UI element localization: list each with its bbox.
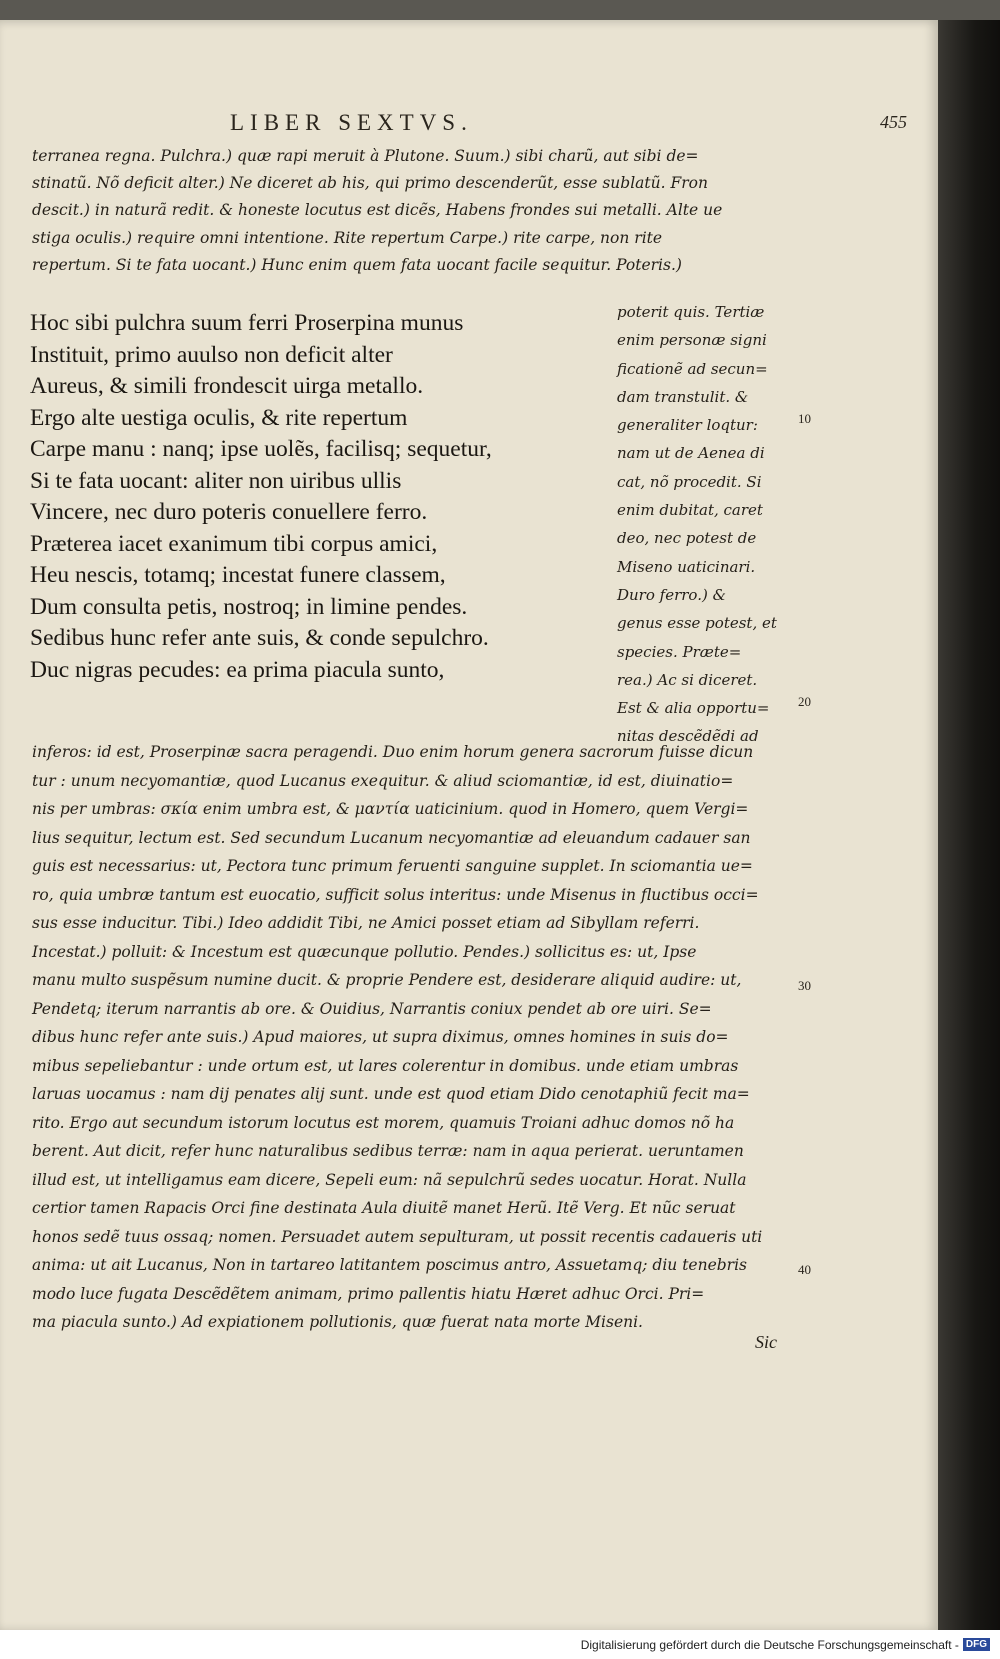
digitization-footer (0, 1630, 1000, 1659)
line-number: 10 (798, 411, 811, 426)
commentary-line: manu multo suspẽsum numine ducit. & proprie Pendere est, desiderare aliquid audire: ut, (32, 971, 742, 989)
verse-line: Heu nescis, totamq; incestat funere classem, (30, 562, 446, 588)
verse-line: Si te fata uocant: aliter non uiribus ullis (30, 467, 402, 494)
verse-line: Instituit, primo auulso non deficit alter (30, 341, 393, 368)
commentary-line: ro, quia umbræ tantum est euocatio, sufficit solus interitus: unde Misenus in fluctibus occi= (32, 885, 759, 904)
margin-line: deo, nec potest de (617, 529, 757, 548)
commentary-line: terranea regna. Pulchra.) quæ rapi meruit à Plutone. Suum.) sibi charũ, aut sibi de= (32, 147, 699, 165)
commentary-line: inferos: id est, Proserpinæ sacra peragendi. Duo enim horum genera sacrorum fuisse dicun (32, 743, 754, 761)
margin-line: cat, nõ procedit. Si (617, 472, 762, 491)
catchword: Sic (755, 1332, 777, 1352)
verse-line: Hoc sibi pulchra suum ferri Proserpina munus (30, 310, 464, 336)
verse-line: Aureus, & simili frondescit uirga metallo. (30, 373, 424, 399)
commentary-line: Pendetq; iterum narrantis ab ore. & Ouidius, Narrantis coniux pendet ab ore uiri. Se= (32, 999, 712, 1018)
commentary-line: mibus sepeliebantur : unde ortum est, ut lares colerentur in domibus. unde etiam umbras (32, 1056, 739, 1075)
margin-line: genus esse potest, et (617, 614, 777, 633)
commentary-line: nis per umbras: σκία enim umbra est, & μαντία uaticinium. quod in Homero, quem Vergi= (32, 800, 749, 818)
page-edge (938, 20, 1000, 1630)
commentary-line: lius sequitur, lectum est. Sed secundum Lucanum necyomantiæ ad eleuandum cadauer san (32, 828, 751, 847)
dfg-logo: DFG (963, 1638, 990, 1651)
commentary-line: laruas uocamus : nam dij penates alij sunt. unde est quod etiam Dido cenotaphiũ fecit ma= (32, 1085, 750, 1103)
verse-line: Carpe manu : nanq; ipse uolẽs, facilisq; sequetur, (30, 436, 492, 462)
margin-line: generaliter loqtur: (617, 416, 758, 435)
bottom-commentary (32, 738, 822, 1337)
margin-line: ficationẽ ad secun= (617, 359, 768, 378)
line-number: 40 (798, 1262, 811, 1277)
commentary-line: repertum. Si te fata uocant.) Hunc enim quem fata uocant facile sequitur. Poteris.) (32, 255, 682, 274)
commentary-line: anima: ut ait Lucanus, Non in tartareo latitantem poscimus antro, Assuetamq; diu tenebris (32, 1256, 747, 1274)
verse-block (30, 308, 590, 686)
line-number: 30 (798, 978, 811, 993)
margin-line: Miseno uaticinari. (617, 557, 756, 576)
commentary-line: stinatũ. Nõ deficit alter.) Ne diceret ab his, qui primo descenderũt, esse sublatũ. Fron (32, 174, 708, 193)
page-number: 455 (880, 112, 907, 132)
margin-line: Duro ferro.) & (617, 585, 726, 604)
verse-line: Præterea iacet exanimum tibi corpus amici, (30, 530, 438, 557)
commentary-line: honos sedẽ tuus ossaq; nomen. Persuadet autem sepulturam, ut possit recentis cadaueris uti (32, 1227, 763, 1246)
verse-line: Dum consulta petis, nostroq; in limine pendes. (30, 593, 468, 620)
top-commentary (32, 143, 802, 279)
margin-line: Est & alia opportu= (617, 699, 770, 718)
commentary-line: illud est, ut intelligamus eam dicere, Sepeli eum: nã sepulchrũ sedes uocatur. Horat. Nulla (32, 1170, 747, 1189)
margin-line: dam transtulit. & (617, 387, 749, 406)
commentary-line: Incestat.) polluit: & Incestum est quæcunque pollutio. Pendes.) sollicitus es: ut, Ipse (32, 942, 697, 961)
commentary-line: berent. Aut dicit, refer hunc naturalibus sedibus terræ: nam in aqua perierat. ueruntamen (32, 1142, 744, 1160)
margin-line: species. Præte= (617, 642, 742, 661)
verse-line: Duc nigras pecudes: ea prima piacula sunto, (30, 656, 445, 683)
commentary-line: modo luce fugata Descẽdẽtem animam, primo pallentis hiatu Hæret adhuc Orci. Pri= (32, 1284, 705, 1303)
verse-line: Ergo alte uestiga oculis, & rite repertum (30, 404, 408, 431)
commentary-line: descit.) in naturã redit. & honeste locutus est dicẽs, Habens frondes sui metalli. Alte ue (32, 201, 723, 220)
verse-line: Vincere, nec duro poteris conuellere ferro. (30, 499, 428, 525)
commentary-line: tur : unum necyomantiæ, quod Lucanus exequitur. & aliud sciomantiæ, id est, diuinatio= (32, 771, 734, 790)
margin-line: nam ut de Aenea di (617, 444, 765, 463)
margin-commentary (617, 298, 812, 751)
commentary-line: dibus hunc refer ante suis.) Apud maiores, ut supra diximus, omnes homines in suis do= (32, 1028, 729, 1046)
commentary-line: sus esse inducitur. Tibi.) Ideo addidit Tibi, ne Amici posset etiam ad Sibyllam referri. (32, 914, 700, 932)
margin-line: enim personæ signi (617, 331, 767, 350)
commentary-line: ma piacula sunto.) Ad expiationem pollutionis, quæ fuerat nata morte Miseni. (32, 1313, 643, 1331)
commentary-line: guis est necessarius: ut, Pectora tunc primum feruenti sanguine supplet. In sciomantia ue= (32, 857, 753, 875)
commentary-line: stiga oculis.) require omni intentione. Rite repertum Carpe.) rite carpe, non rite (32, 228, 663, 247)
running-title: LIBER SEXTVS. (230, 110, 473, 135)
margin-line: rea.) Ac si diceret. (617, 670, 758, 689)
margin-line: nitas descẽdẽdi ad (617, 727, 759, 746)
margin-line: poterit quis. Tertiæ (617, 303, 765, 321)
margin-line: enim dubitat, caret (617, 501, 763, 520)
footer-text: Digitalisierung gefördert durch die Deutsche Forschungsgemeinschaft - (580, 1637, 959, 1652)
commentary-line: certior tamen Rapacis Orci fine destinata Aula diuitẽ manet Herũ. Itẽ Verg. Et nũc seruat (32, 1199, 736, 1217)
verse-line: Sedibus hunc refer ante suis, & conde sepulchro. (30, 625, 489, 651)
commentary-line: rito. Ergo aut secundum istorum locutus est morem, quamuis Troiani adhuc domos nõ ha (32, 1113, 735, 1132)
line-number: 20 (798, 694, 811, 709)
